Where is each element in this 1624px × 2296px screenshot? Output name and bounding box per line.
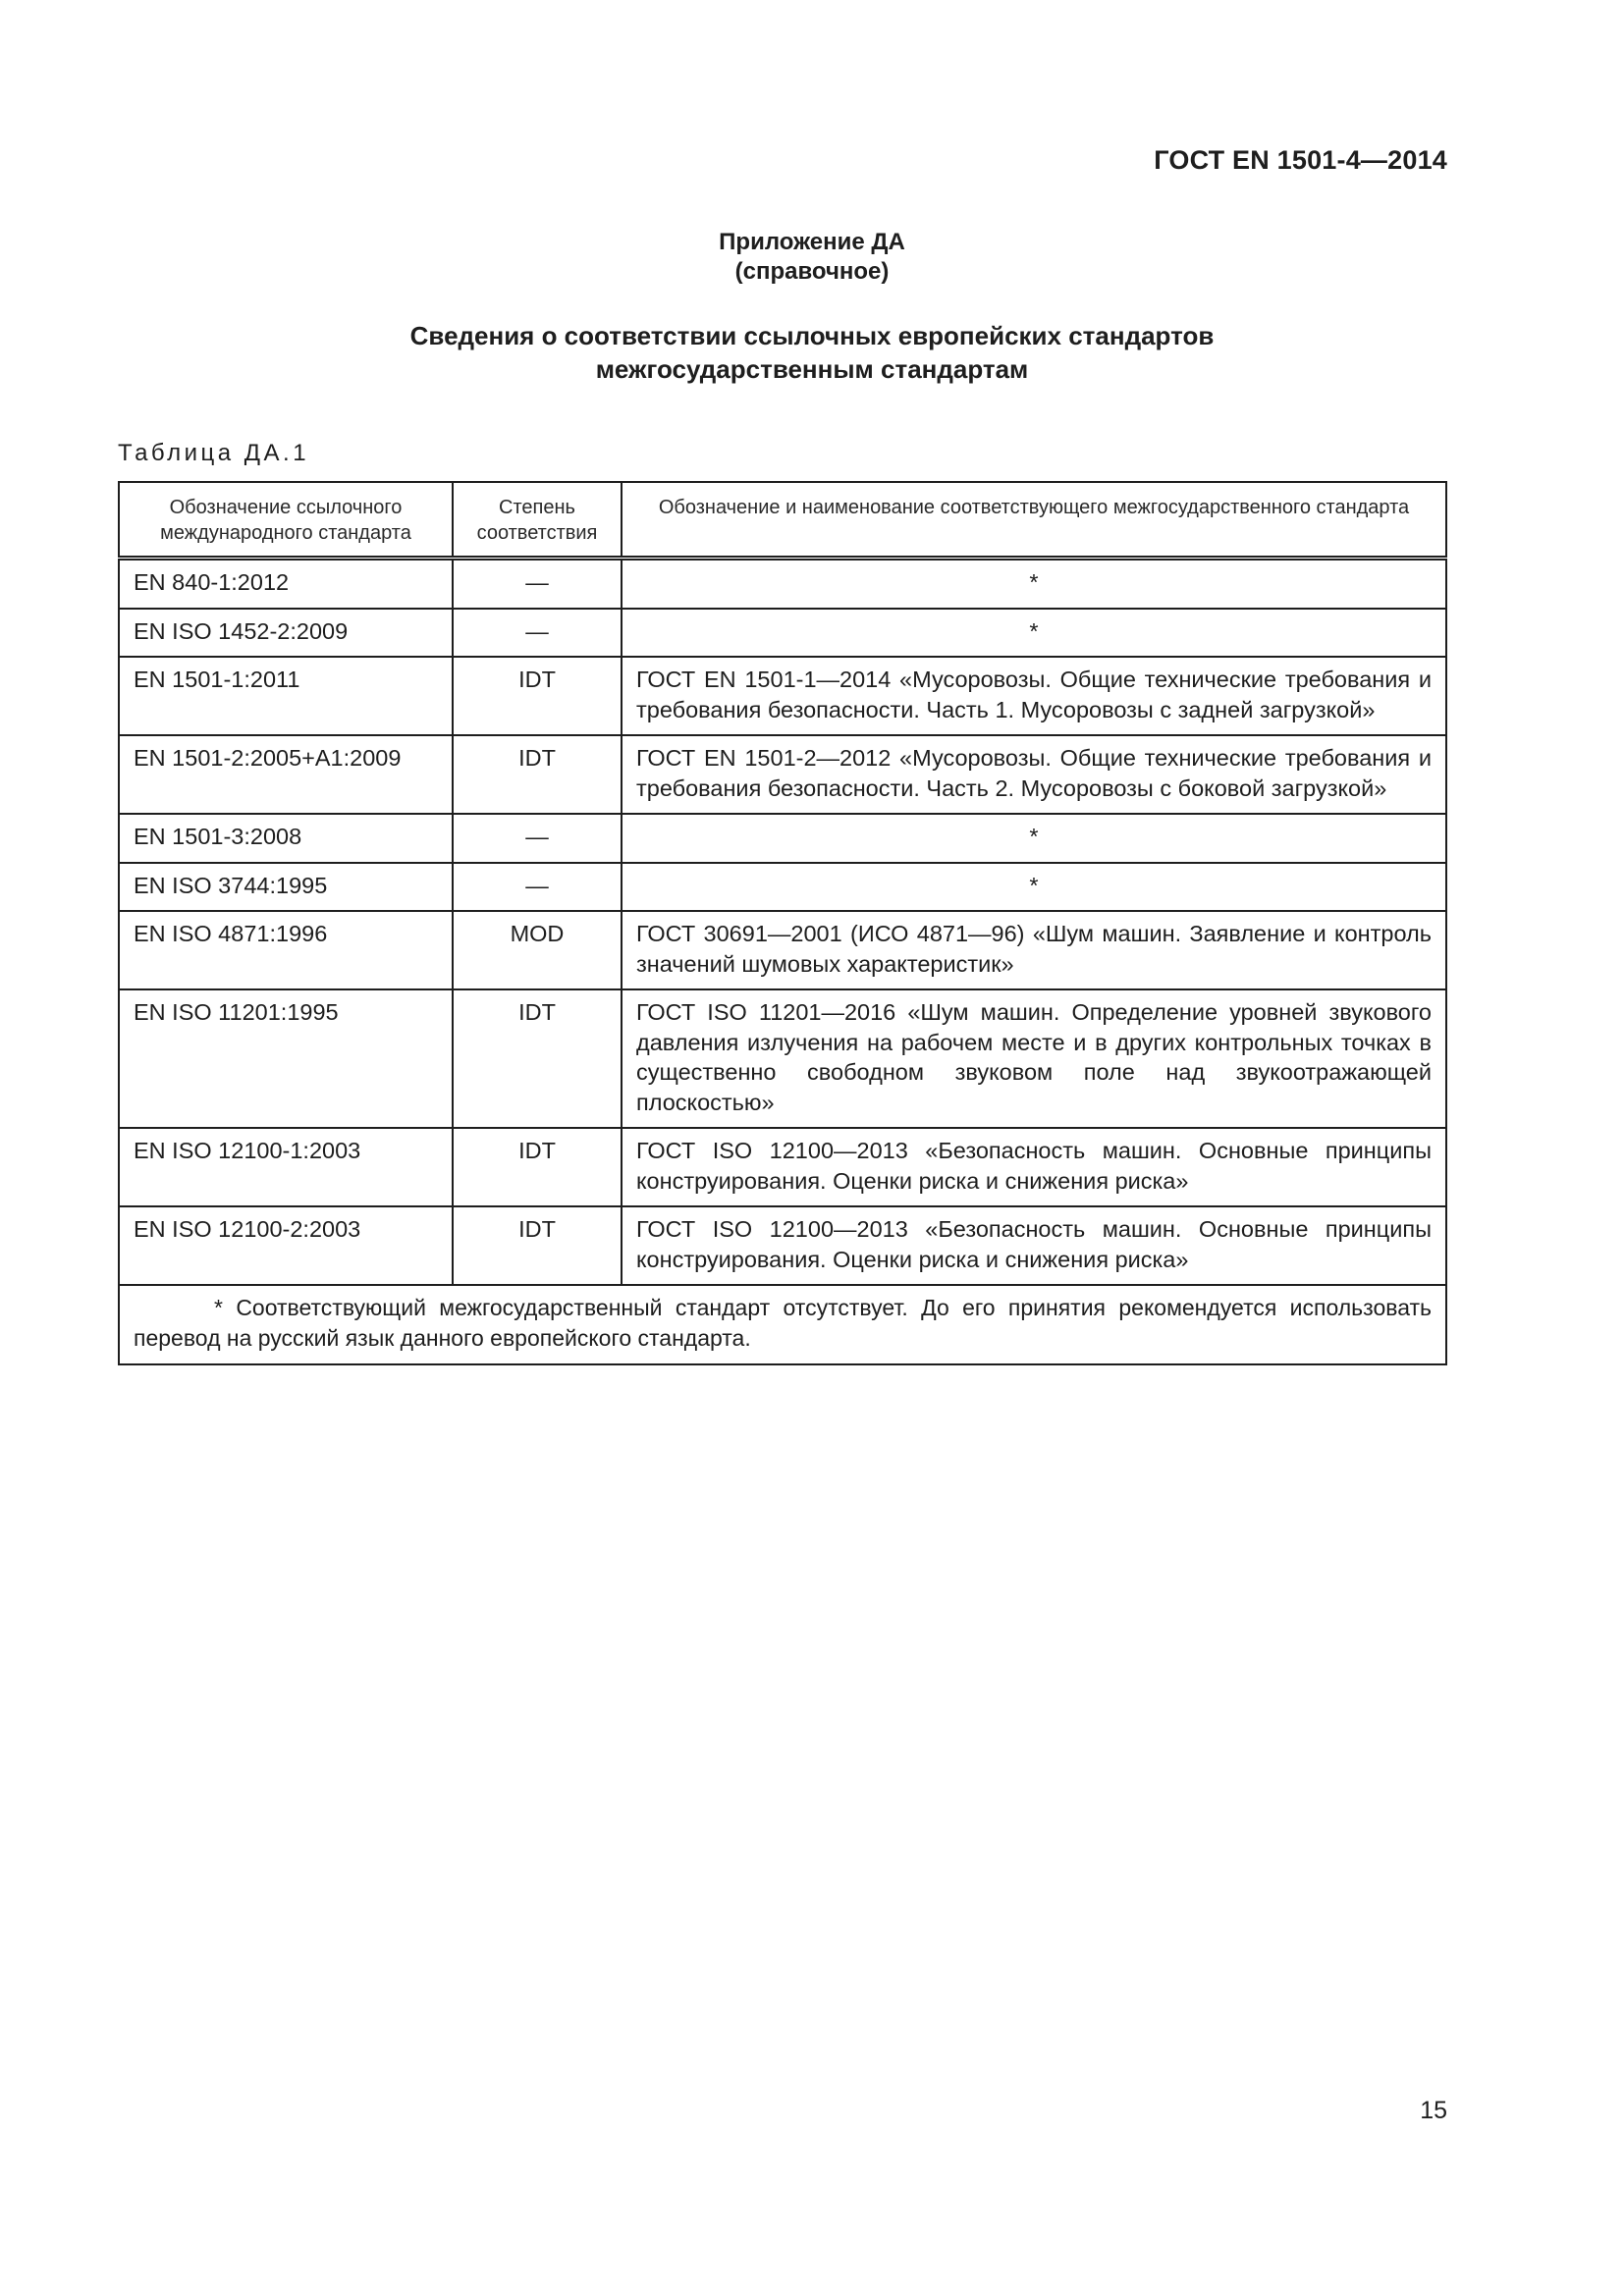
degree-cell: IDT (453, 1128, 622, 1206)
table-header-row (119, 482, 1446, 559)
interstate-standard-cell: * (622, 863, 1446, 912)
reference-cell: EN 1501-3:2008 (119, 814, 453, 863)
interstate-standard-cell: ГОСТ ISO 12100—2013 «Безопасность машин. Основные принципы конструирования. Оценки риска и снижения риска» (622, 1128, 1446, 1206)
appendix-label: Приложение ДА (719, 229, 905, 255)
table-footnote-cell (119, 1285, 1446, 1364)
table-row (119, 559, 1446, 609)
table-footnote: * Соответствующий межгосударственный стандарт отсутствует. До его принятия рекомендуется использовать перевод на русский язык данного европейского стандарта. (134, 1295, 1432, 1351)
column-header-interstate-standard: Обозначение и наименование соответствующего межгосударственного стандарта (622, 482, 1446, 559)
document-code: ГОСТ EN 1501-4—2014 (1154, 145, 1447, 175)
degree-cell: — (453, 559, 622, 609)
appendix-kind: (справочное) (734, 258, 890, 285)
table-row (119, 657, 1446, 735)
reference-cell: EN ISO 12100-1:2003 (119, 1128, 453, 1206)
reference-cell: EN ISO 1452-2:2009 (119, 609, 453, 658)
degree-cell: MOD (453, 911, 622, 989)
degree-cell: IDT (453, 657, 622, 735)
reference-cell: EN 1501-1:2011 (119, 657, 453, 735)
reference-cell: EN ISO 12100-2:2003 (119, 1206, 453, 1285)
column-header-degree: Степень соответствия (453, 482, 622, 559)
degree-cell: — (453, 609, 622, 658)
references-table (118, 481, 1447, 1365)
table-footnote-row (119, 1285, 1446, 1364)
interstate-standard-cell: ГОСТ 30691—2001 (ИСО 4871—96) «Шум машин. Заявление и контроль значений шумовых характеристик» (622, 911, 1446, 989)
table-row (119, 1206, 1446, 1285)
interstate-standard-cell: ГОСТ EN 1501-1—2014 «Мусоровозы. Общие технические требования и требования безопасности. Часть 1. Мусоровозы с задней загрузкой» (622, 657, 1446, 735)
interstate-standard-cell: ГОСТ ISO 11201—2016 «Шум машин. Определение уровней звукового давления излучения на рабочем месте и в других контрольных точках в существенно свободном звуковом поле над звукоотражающей плоскостью» (622, 989, 1446, 1128)
appendix-title-line1: Сведения о соответствии ссылочных европейских стандартов (409, 321, 1215, 350)
interstate-standard-cell: * (622, 559, 1446, 609)
table-row (119, 863, 1446, 912)
degree-cell: — (453, 814, 622, 863)
appendix-title-line2: межгосударственным стандартам (595, 354, 1029, 384)
table-row (119, 735, 1446, 814)
degree-cell: IDT (453, 989, 622, 1128)
appendix-title (0, 319, 1624, 386)
interstate-standard-cell: ГОСТ ISO 12100—2013 «Безопасность машин. Основные принципы конструирования. Оценки риска и снижения риска» (622, 1206, 1446, 1285)
appendix-heading (0, 228, 1624, 287)
table-row (119, 609, 1446, 658)
table-row (119, 814, 1446, 863)
table-row (119, 989, 1446, 1128)
reference-cell: EN ISO 4871:1996 (119, 911, 453, 989)
table-row (119, 1128, 1446, 1206)
reference-cell: EN ISO 3744:1995 (119, 863, 453, 912)
column-header-reference: Обозначение ссылочного международного стандарта (119, 482, 453, 559)
interstate-standard-cell: * (622, 609, 1446, 658)
degree-cell: IDT (453, 1206, 622, 1285)
degree-cell: IDT (453, 735, 622, 814)
reference-cell: EN 1501-2:2005+A1:2009 (119, 735, 453, 814)
page-number: 15 (1420, 2097, 1447, 2124)
reference-cell: EN 840-1:2012 (119, 559, 453, 609)
reference-cell: EN ISO 11201:1995 (119, 989, 453, 1128)
interstate-standard-cell: ГОСТ EN 1501-2—2012 «Мусоровозы. Общие технические требования и требования безопасности. Часть 2. Мусоровозы с боковой загрузкой» (622, 735, 1446, 814)
degree-cell: — (453, 863, 622, 912)
table-row (119, 911, 1446, 989)
table-caption: Таблица ДА.1 (118, 440, 310, 466)
interstate-standard-cell: * (622, 814, 1446, 863)
